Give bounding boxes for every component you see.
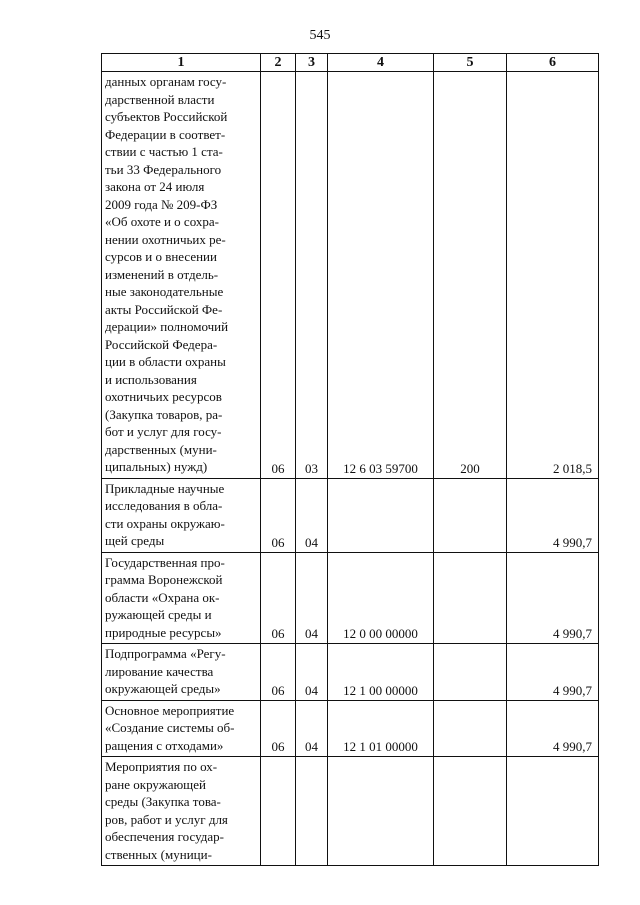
amount: 2 018,5 <box>553 460 592 476</box>
amount: 4 990,7 <box>553 626 592 641</box>
table-row <box>102 757 599 866</box>
expense-type-code <box>434 864 506 865</box>
subsection-code: 04 <box>305 739 318 754</box>
target-article-code: 12 1 01 00000 <box>343 739 418 754</box>
header-col-1: 1 <box>102 54 261 72</box>
table-row <box>102 72 599 479</box>
header-col-6: 6 <box>507 54 599 72</box>
header-col-3: 3 <box>296 54 328 72</box>
section-code: 06 <box>271 534 285 550</box>
item-name: данных органам госу- дарственной власти субъектов Российской Федерации в соответ- ствии с частью 1 ста- тьи 33 Федерального закона от 24 июля 2009 года № 209-ФЗ «Об охоте и о сохра- нении охотничьих ре- сурсов и о внесении изменений в отдель- ные законодательные акты Российской Фе- дерации» полномочий Российской Федера- ции в области охраны и использования охотничьих ресурсов (Закупка товаров, ра- бот и услуг для госу- дарственных (муни- ципальных) нужд) <box>102 72 261 479</box>
subsection-code: 04 <box>305 626 318 641</box>
table-row <box>102 552 599 644</box>
table-row <box>102 644 599 701</box>
item-name: Мероприятия по ох- ране окружающей среды (Закупка това- ров, работ и услуг для обеспечения государ- ственных (муници- <box>102 757 261 866</box>
target-article-code <box>328 864 433 865</box>
page-number: 545 <box>309 28 331 43</box>
subsection-code: 03 <box>305 460 318 476</box>
amount: 4 990,7 <box>553 739 592 754</box>
amount: 4 990,7 <box>553 682 592 698</box>
header-col-5: 5 <box>434 54 507 72</box>
section-code: 06 <box>271 682 285 698</box>
target-article-code: 12 0 00 00000 <box>343 626 418 641</box>
target-article-code: 12 1 00 00000 <box>343 682 418 698</box>
section-code: 06 <box>271 460 285 476</box>
subsection-code: 04 <box>305 682 318 698</box>
budget-table <box>101 53 599 866</box>
expense-type-code: 200 <box>460 460 480 476</box>
section-code: 06 <box>271 626 285 641</box>
item-name: Подпрограмма «Регу- лирование качества окружающей среды» <box>102 644 261 701</box>
amount <box>507 864 592 865</box>
table-header-row <box>102 54 599 72</box>
section-code: 06 <box>271 739 285 754</box>
amount: 4 990,7 <box>553 534 592 550</box>
table-row <box>102 700 599 757</box>
target-article-code: 12 6 03 59700 <box>343 460 418 476</box>
section-code <box>261 864 295 865</box>
item-name: Основное мероприятие «Создание системы об- ращения с отходами» <box>102 700 261 757</box>
header-col-4: 4 <box>328 54 434 72</box>
subsection-code: 04 <box>305 534 318 550</box>
header-col-2: 2 <box>261 54 296 72</box>
item-name: Прикладные научные исследования в обла- сти охраны окружаю- щей среды <box>102 478 261 552</box>
item-name: Государственная про- грамма Воронежской области «Охрана ок- ружающей среды и природные ресурсы» <box>102 552 261 644</box>
subsection-code <box>296 864 327 865</box>
table-row <box>102 478 599 552</box>
